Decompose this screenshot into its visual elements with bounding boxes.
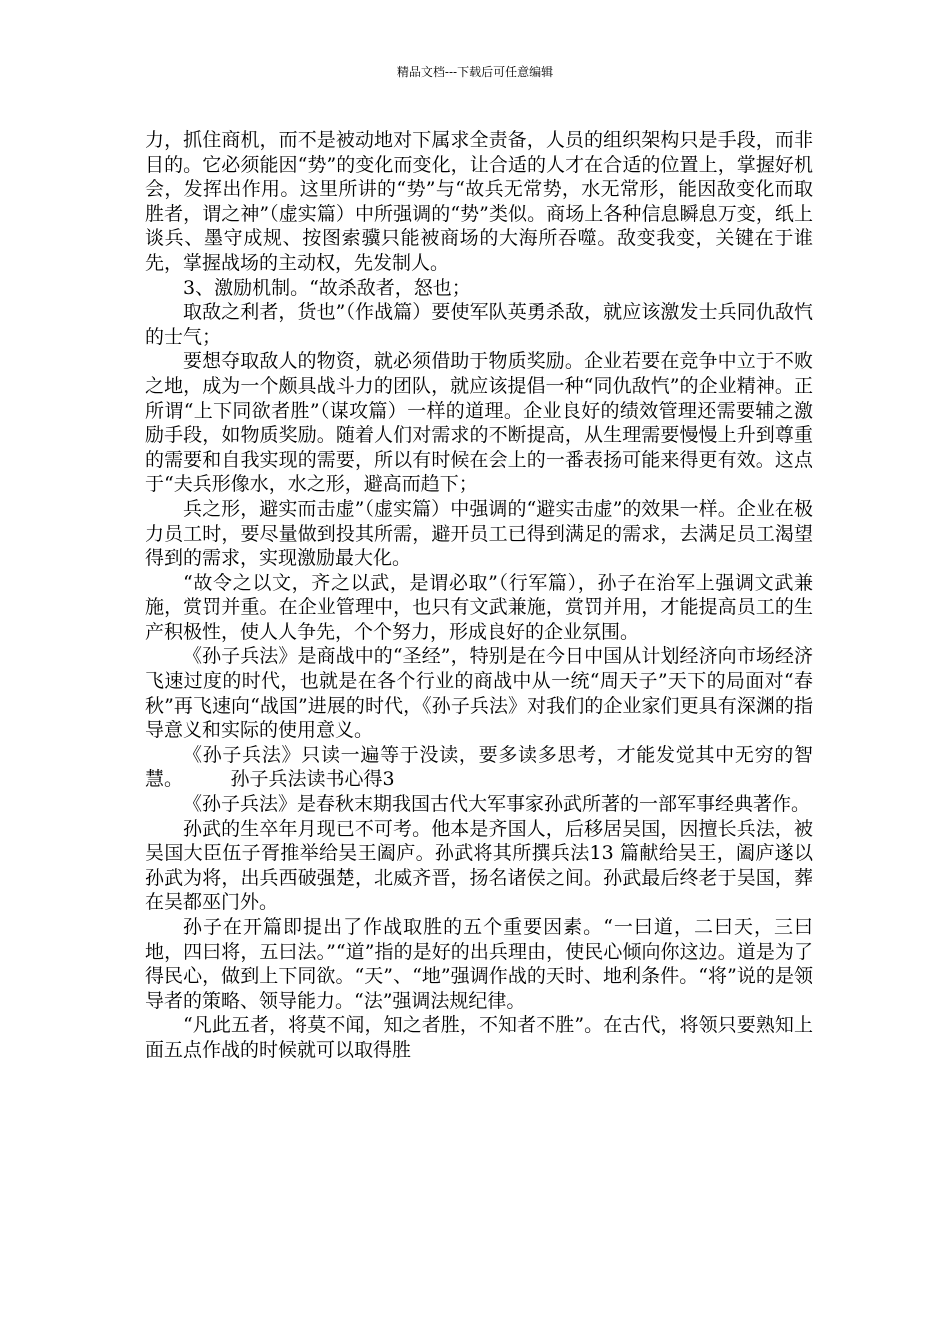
paragraph: 3、激励机制。“故杀敌者，怒也； (183, 276, 471, 299)
paragraph: 《孙子兵法》是春秋末期我国古代大军事家孙武所著的一部军事经典著作。 (183, 793, 811, 816)
paragraph: “凡此五者，将莫不闻，知之者胜，不知者不胜”。在古代，将领只要熟知上面五点作战的时候就可以取得胜 (145, 1014, 813, 1061)
paragraph: 要想夺取敌人的物资，就必须借助于物质奖励。企业若要在竞争中立于不败之地，成为一个颇具战斗力的团队，就应该提倡一种“同仇敌忾”的企业精神。正所谓“上下同欲者胜”（谋攻篇）一样的道理。企业良好的绩效管理还需要辅之激励手段，如物质奖励。随着人们对需求的不断提高，从生理需要慢慢上升到尊重的需要和自我实现的需要，所以有时候在会上的一番表扬可能来得更有效。这点于“夫兵形像水，水之形，避高而趋下； (145, 350, 813, 496)
paragraph: 《孙子兵法》是商战中的“圣经”，特别是在今日中国从计划经济向市场经济飞速过度的时代，也就是在各个行业的商战中从一统“周天子”天下的局面对“春秋”再飞速向“战国”进展的时代，《孙子兵法》对我们的企业家们更具有深渊的指导意义和实际的使用意义。 (145, 645, 813, 742)
paragraph: 兵之形，避实而击虚”（虚实篇）中强调的“避实击虚”的效果一样。企业在极力员工时，要尽量做到投其所需，避开员工已得到满足的需求，去满足员工渴望得到的需求，实现激励最大化。 (145, 497, 813, 570)
paragraph: 孙子在开篇即提出了作战取胜的五个重要因素。“一曰道，二曰天，三曰地，四曰将，五曰法。”“道”指的是好的出兵理由，使民心倾向你这边。道是为了得民心，做到上下同欲。“天”、“地”强调作战的天时、地利条件。“将”说的是领导者的策略、领导能力。“法”强调法规纪律。 (145, 916, 813, 1012)
paragraph: 孙武的生卒年月现已不可考。他本是齐国人，后移居吴国，因擅长兵法，被吴国大臣伍子胥推举给吴王阖庐。孙武将其所撰兵法13 篇献给吴王，阖庐遂以孙武为将，出兵西破强楚，北威齐晋，扬名诸侯之间。孙武最后终老于吴国，葬在吴都巫门外。 (145, 817, 813, 914)
paragraph: 《孙子兵法》只读一遍等于没读，要多读多思考，才能发觉其中无穷的智慧。 孙子兵法读书心得3 (145, 743, 813, 791)
paragraph: 力，抓住商机，而不是被动地对下属求全责备，人员的组织架构只是手段，而非目的。它必须能因“势”的变化而变化，让合适的人才在合适的位置上，掌握好机会，发挥出作用。这里所讲的“势”与“故兵无常势，水无常形，能因敌变化而取胜者，谓之神”（虚实篇）中所强调的“势”类似。商场上各种信息瞬息万变，纸上谈兵、墨守成规、按图索骥只能被商场的大海所吞噬。敌变我变，关键在于谁先，掌握战场的主动权，先发制人。 (145, 129, 813, 274)
paragraph: 取敌之利者，货也”（作战篇）要使军队英勇杀敌，就应该激发士兵同仇敌忾的士气； (145, 301, 813, 348)
paragraph: “故令之以文，齐之以武，是谓必取”（行军篇），孙子在治军上强调文武兼施，赏罚并重。在企业管理中，也只有文武兼施，赏罚并用，才能提高员工的生产积极性，使人人争先，个个努力，形成良好的企业氛围。 (145, 571, 813, 643)
document-body (145, 128, 813, 1063)
page-header: 精品文档---下载后可任意编辑 (396, 65, 554, 79)
